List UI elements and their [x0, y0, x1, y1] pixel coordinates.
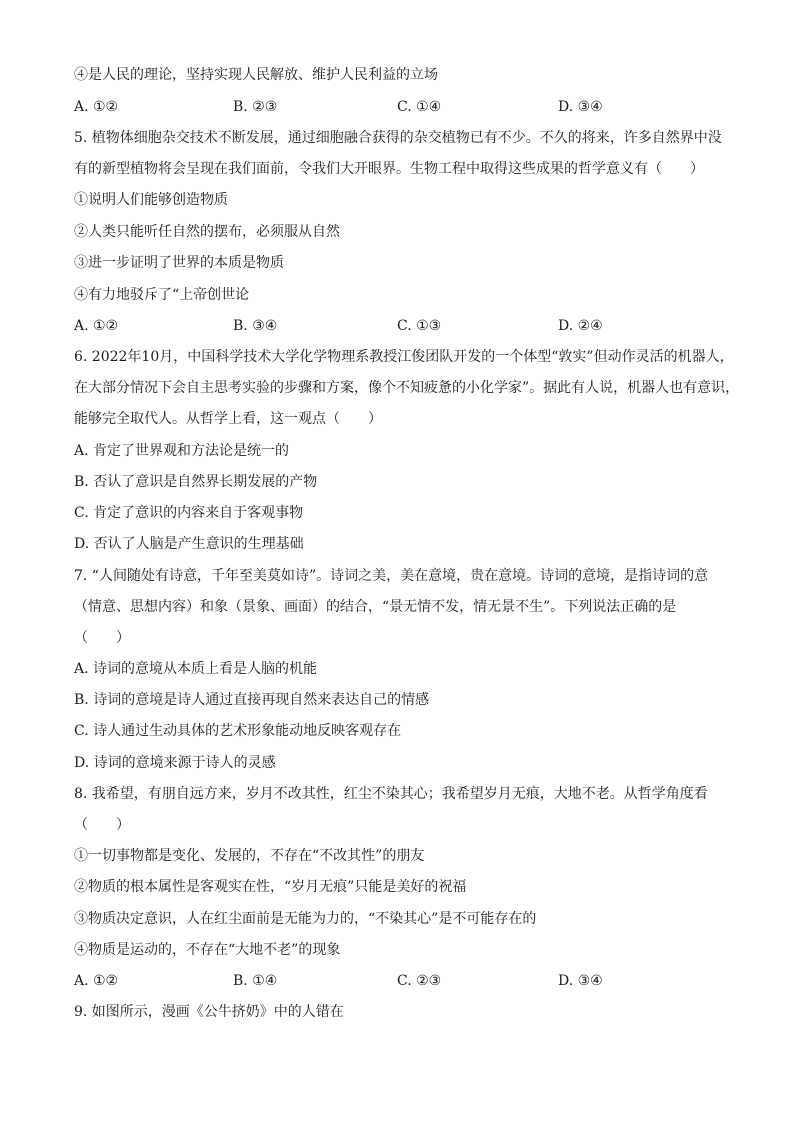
q5-statement-3: ③进一步证明了世界的本质是物质 — [74, 255, 284, 271]
q6-option-c: C. 肯定了意识的内容来自于客观事物 — [74, 505, 304, 521]
q8-statement-2: ②物质的根本属性是客观实在性，“岁月无痕”只能是美好的祝福 — [74, 879, 467, 895]
q8-statement-4: ④物质是运动的，不存在“大地不老”的现象 — [74, 942, 341, 958]
q5-option-a: A. ①② — [74, 318, 119, 334]
q4-statement-4: ④是人民的理论，坚持实现人民解放、维护人民利益的立场 — [74, 67, 438, 83]
q4-option-a: A. ①② — [74, 99, 119, 115]
q8-stem-line-2: （ ） — [74, 817, 130, 833]
q6-stem-line-1: 6. 2022年10月，中国科学技术大学化学物理系教授江俊团队开发的一个体型“敦实”但动作灵活的机器人， — [74, 349, 734, 365]
q8-option-b: B. ①④ — [233, 973, 278, 989]
q7-option-d: D. 诗词的意境来源于诗人的灵感 — [74, 755, 276, 771]
q6-stem-line-3: 能够完全取代人。从哲学上看，这一观点（ ） — [74, 411, 382, 427]
q4-option-c: C. ①④ — [397, 99, 442, 115]
q7-stem-line-3: （ ） — [74, 630, 130, 646]
q4-options — [74, 98, 734, 116]
q5-statement-1: ①说明人们能够创造物质 — [74, 192, 228, 208]
q5-stem-line-2: 有的新型植物将会呈现在我们面前，令我们大开眼界。生物工程中取得这些成果的哲学意义有（ ） — [74, 161, 704, 177]
q8-stem-line-1: 8. 我希望，有朋自远方来，岁月不改其性，红尘不染其心；我希望岁月无痕，大地不老。从哲学角度看 — [74, 786, 708, 802]
q6-option-d: D. 否认了人脑是产生意识的生理基础 — [74, 536, 304, 552]
q7-stem-line-2: （情意、思想内容）和象（景象、画面）的结合，“景无情不发，情无景不生”。下列说法正确的是 — [74, 599, 677, 615]
q6-option-b: B. 否认了意识是自然界长期发展的产物 — [74, 474, 318, 490]
q9-stem-line-1: 9. 如图所示，漫画《公牛挤奶》中的人错在 — [74, 1004, 344, 1020]
q5-options — [74, 317, 734, 335]
q4-option-b: B. ②③ — [233, 99, 278, 115]
q5-statement-4: ④有力地驳斥了“上帝创世论 — [74, 287, 250, 303]
q6-option-a: A. 肯定了世界观和方法论是统一的 — [74, 443, 290, 459]
q8-statement-3: ③物质决定意识，人在红尘面前是无能为力的，“不染其心”是不可能存在的 — [74, 911, 537, 927]
q8-option-c: C. ②③ — [397, 973, 442, 989]
q5-stem-line-1: 5. 植物体细胞杂交技术不断发展，通过细胞融合获得的杂交植物已有不少。不久的将来，许多自然界中没 — [74, 130, 722, 146]
q5-statement-2: ②人类只能听任自然的摆布，必须服从自然 — [74, 224, 340, 240]
q4-option-d: D. ③④ — [558, 99, 603, 115]
q7-option-a: A. 诗词的意境从本质上看是人脑的机能 — [74, 661, 318, 677]
q8-option-a: A. ①② — [74, 973, 119, 989]
q5-option-c: C. ①③ — [397, 318, 442, 334]
q8-options — [74, 972, 734, 990]
q6-stem-line-2: 在大部分情况下会自主思考实验的步骤和方案，像个不知疲惫的小化学家”。据此有人说，机器人也有意识， — [74, 380, 740, 396]
q8-option-d: D. ③④ — [558, 973, 603, 989]
q8-statement-1: ①一切事物都是变化、发展的，不存在“不改其性”的朋友 — [74, 848, 425, 864]
q5-option-d: D. ②④ — [558, 318, 603, 334]
q5-option-b: B. ③④ — [233, 318, 278, 334]
q7-option-c: C. 诗人通过生动具体的艺术形象能动地反映客观存在 — [74, 723, 402, 739]
q7-stem-line-1: 7. “人间随处有诗意，千年至美莫如诗”。诗词之美，美在意境，贵在意境。诗词的意境，是指诗词的意 — [74, 568, 709, 584]
q7-option-b: B. 诗词的意境是诗人通过直接再现自然来表达自己的情感 — [74, 692, 430, 708]
